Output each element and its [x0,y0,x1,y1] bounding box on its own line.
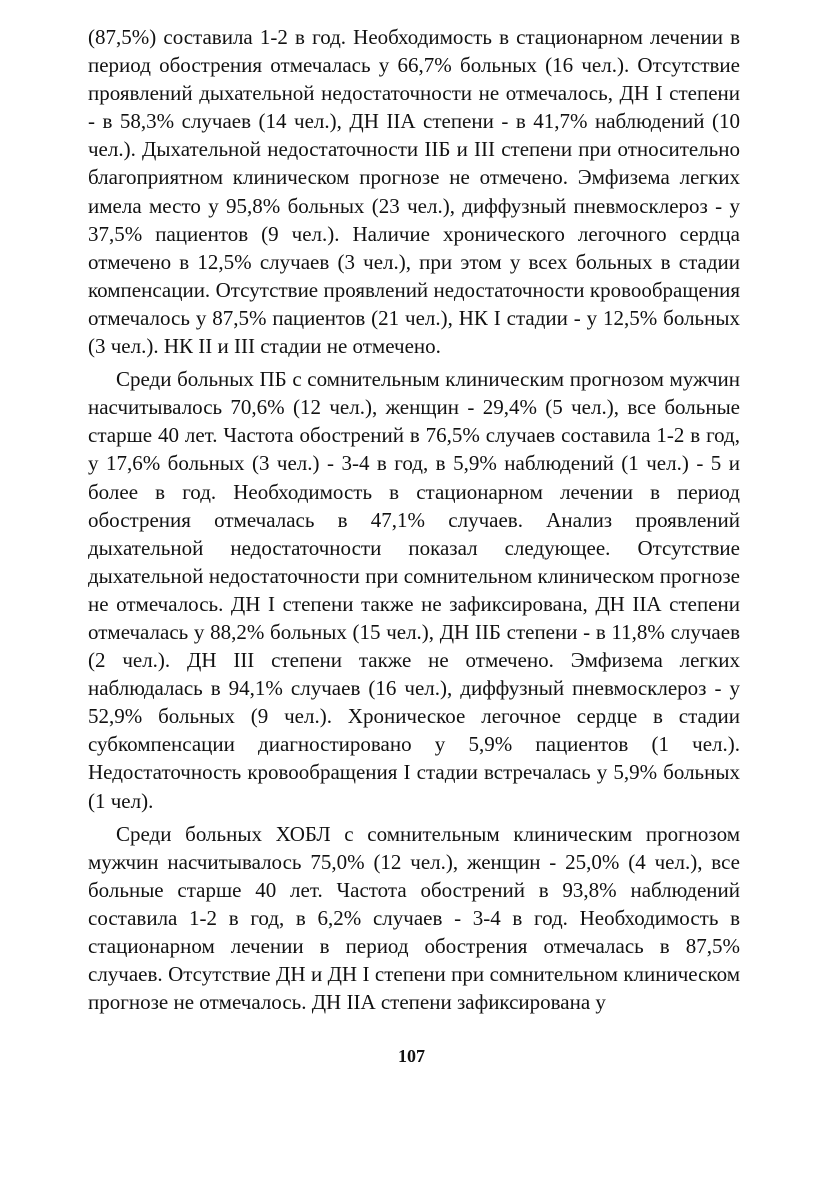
paragraph-copd-prognosis: Среди больных ХОБЛ с сомнительным клиническим прогнозом мужчин насчитывалось 75,0% (12 чел.), женщин - 25,0% (4 чел.), все больные старше 40 лет. Частота обострений в 93,8% наблюдений составила 1-2 в год, в 6,2% случаев - 3-4 в год. Необходимость в стационарном лечении в период обострения отмечалась в 87,5% случаев. Отсутствие ДН и ДН I степени при сомнительном клиническом прогнозе не отмечалось. ДН IIА степени зафиксирована у [88,821,740,1015]
paragraph-continuation: (87,5%) составила 1-2 в год. Необходимость в стационарном лечении в период обострения отмечалась у 66,7% больных (16 чел.). Отсутствие проявлений дыхательной недостаточности не отмечалось, ДН I степени - в 58,3% случаев (14 чел.), ДН IIА степени - в 41,7% наблюдений (10 чел.). Дыхательной недостаточности IIБ и III степени при относительно благоприятном клиническом прогнозе не отмечено. Эмфизема легких имела место у 95,8% больных (23 чел.), диффузный пневмосклероз - у 37,5% пациентов (9 чел.). Наличие хронического легочного сердца отмечено в 12,5% случаев (3 чел.), при этом у всех больных в стадии компенсации. Отсутствие проявлений недостаточности кровообращения отмечалось у 87,5% пациентов (21 чел.), НК I стадии - у 12,5% больных (3 чел.). НК II и III стадии не отмечено. [88,25,740,359]
body-text [88,23,740,1016]
paragraph-pb-prognosis: Среди больных ПБ с сомнительным клиническим прогнозом мужчин насчитывалось 70,6% (12 чел.), женщин - 29,4% (5 чел.), все больные старше 40 лет. Частота обострений в 76,5% случаев составила 1-2 в год, у 17,6% больных (3 чел.) - 3-4 в год, в 5,9% наблюдений (1 чел.) - 5 и более в год. Необходимость в стационарном лечении в период обострения отмечалась в 47,1% случаев. Анализ проявлений дыхательной недостаточности показал следующее. Отсутствие дыхательной недостаточности при сомнительном клиническом прогнозе не отмечалось. ДН I степени также не зафиксирована, ДН IIА степени отмечалась у 88,2% больных (15 чел.), ДН IIБ степени - в 11,8% случаев (2 чел.). ДН III степени также не отмечено. Эмфизема легких наблюдалась в 94,1% случаев (16 чел.), диффузный пневмосклероз - у 52,9% больных (9 чел.). Хроническое легочное сердце в стадии субкомпенсации диагностировано у 5,9% пациентов (1 чел.). Недостаточность кровообращения I стадии встречалась у 5,9% больных (1 чел). [88,367,740,813]
page-number: 107 [398,1046,425,1066]
